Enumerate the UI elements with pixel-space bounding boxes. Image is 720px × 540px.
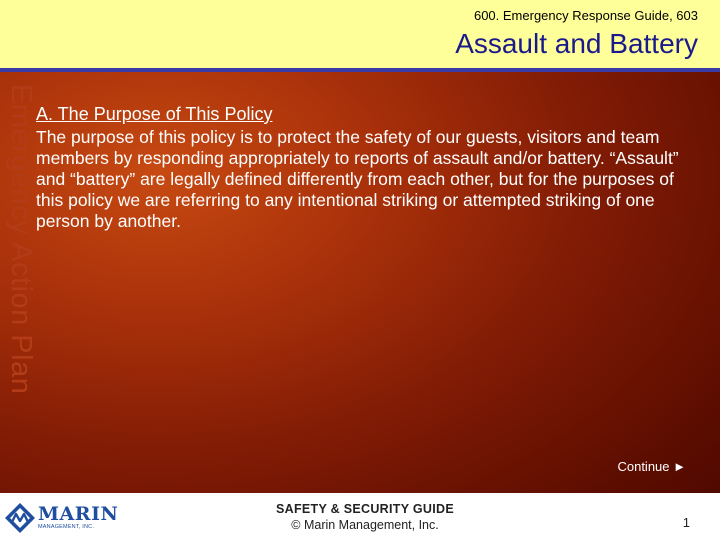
continue-link[interactable]: Continue ►	[617, 459, 686, 474]
company-logo	[4, 500, 126, 536]
logo-text	[38, 505, 118, 531]
header-divider	[0, 68, 720, 72]
footer-copyright: © Marin Management, Inc.	[291, 518, 439, 532]
logo-name: MARIN	[38, 503, 119, 526]
footer-text	[180, 502, 550, 532]
page-title: Assault and Battery	[455, 28, 698, 59]
guide-reference: 600. Emergency Response Guide, 603	[473, 8, 698, 23]
section-heading: A. The Purpose of This Policy	[36, 104, 273, 124]
logo-subtitle: MANAGEMENT, INC.	[38, 524, 95, 531]
section-body: The purpose of this policy is to protect the safety of our guests, visitors and team members by responding appropriately to reports of assault and/or battery. “Assault” and “battery” are legally defined differently from each other, but for the purposes of this policy we are referring to any intentional striking or attempted striking of one person by another.	[36, 127, 679, 231]
content-area	[36, 104, 686, 232]
side-label: Emergency Action Plan	[5, 84, 37, 395]
logo-mark-icon	[4, 502, 36, 534]
page-number: 1	[682, 515, 690, 530]
footer-title: SAFETY & SECURITY GUIDE	[276, 502, 454, 516]
header-bar	[0, 0, 720, 68]
